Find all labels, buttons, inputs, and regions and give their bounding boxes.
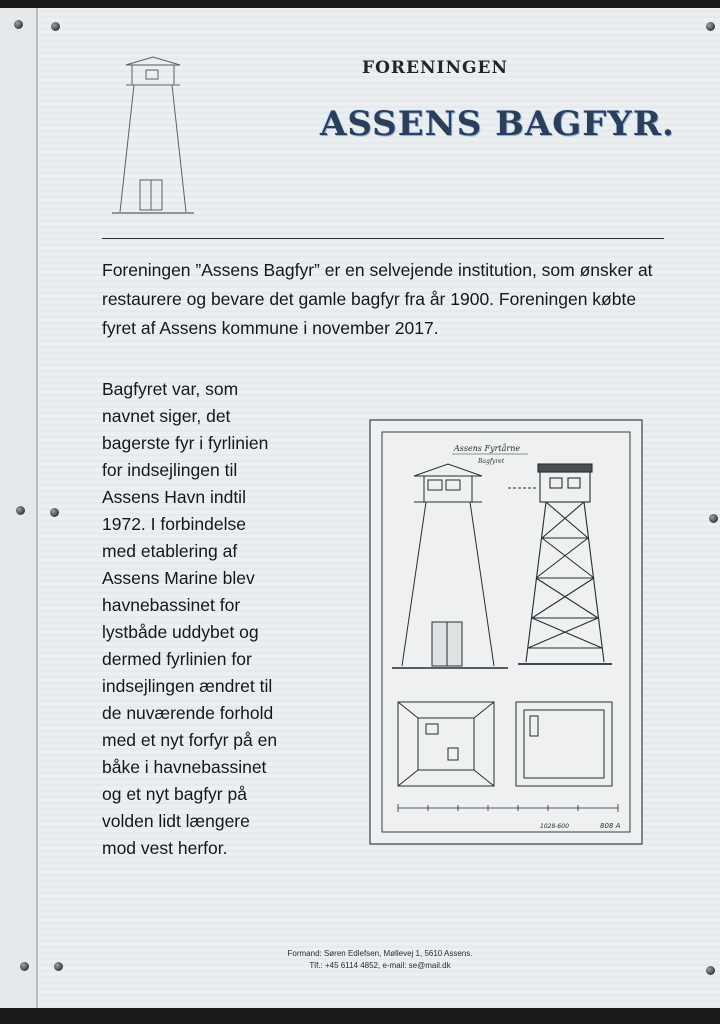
screw-icon (14, 20, 23, 29)
org-label: FORENINGEN (362, 58, 509, 78)
drawing-subtitle: Bagfyret (478, 458, 505, 465)
body-line: dermed fyrlinien for (102, 649, 252, 669)
screw-icon (16, 506, 25, 515)
body-line: lystbåde uddybet og (102, 622, 259, 642)
screw-icon (20, 962, 29, 971)
screw-icon (709, 514, 718, 523)
body-line: Assens Havn indtil (102, 487, 246, 507)
body-line: Bagfyret var, som (102, 379, 239, 399)
footer-chairman: Formand: Søren Edlefsen, Møllevej 1, 5610 Assens. (287, 949, 473, 958)
body-line: 1972. I forbindelse (102, 514, 246, 534)
technical-drawing (368, 418, 644, 846)
screw-icon (706, 966, 715, 975)
page-title: ASSENS BAGFYR. (320, 104, 675, 144)
body-line: bagerste fyr i fyrlinien (102, 433, 269, 453)
body-line: de nuværende forhold (102, 703, 274, 723)
history-paragraph (102, 376, 342, 862)
body-line: Assens Marine blev (102, 568, 255, 588)
body-line: med et nyt forfyr på en (102, 730, 278, 750)
screw-icon (51, 22, 60, 31)
lighthouse-sketch-icon (108, 55, 198, 220)
body-line: indsejlingen ændret til (102, 676, 273, 696)
body-line: med etablering af (102, 541, 238, 561)
body-line: mod vest herfor. (102, 838, 228, 858)
screw-icon (50, 508, 59, 517)
body-line: og et nyt bagfyr på (102, 784, 247, 804)
screw-icon (54, 962, 63, 971)
footer-phone-email: Tlf.: +45 6114 4852, e-mail: se@mail.dk (309, 961, 451, 970)
body-line: for indsejlingen til (102, 460, 238, 480)
footer-contact (220, 948, 540, 972)
drawing-code-left: 1028-600 (540, 823, 569, 830)
drawing-code-right: 808 A (600, 822, 621, 830)
divider (102, 238, 664, 239)
body-line: havnebassinet for (102, 595, 241, 615)
body-line: navnet siger, det (102, 406, 231, 426)
drawing-title: Assens Fyrtårne (454, 444, 521, 453)
intro-paragraph: Foreningen ”Assens Bagfyr” er en selvejende institution, som ønsker at restaurere og bevare det gamle bagfyr fra år 1900. Foreningen købte fyret af Assens kommune i november 2017. (102, 260, 653, 338)
screw-icon (706, 22, 715, 31)
body-line: båke i havnebassinet (102, 757, 267, 777)
body-line: volden lidt længere (102, 811, 250, 831)
